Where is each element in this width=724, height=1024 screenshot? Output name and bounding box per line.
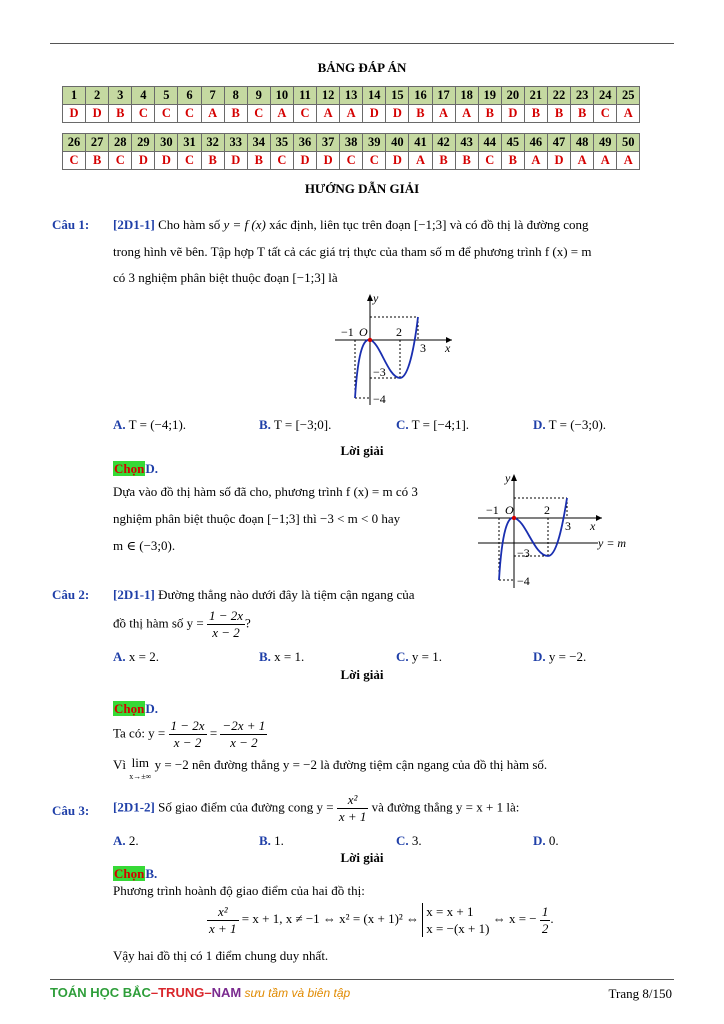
table1-number-1: 1 — [63, 87, 86, 105]
svg-text:−3: −3 — [517, 546, 530, 560]
table1-number-25: 25 — [617, 87, 640, 105]
q3-sol-line2: Vậy hai đồ thị có 1 điểm chung duy nhất. — [113, 948, 329, 963]
q2-fraction: $\frac{1 - 2x}{x - 2}$ — [209, 608, 244, 640]
table1-answer-16: B — [409, 105, 432, 123]
svg-text:−4: −4 — [517, 574, 530, 588]
q1-line3: có 3 nghiệm phân biệt thuộc đoạn [−1;3] là — [113, 270, 338, 285]
table2-number-13: 38 — [340, 134, 363, 152]
q2-line1: [2D1-1] Đường thẳng nào dưới đây là tiệm cận ngang của — [113, 587, 415, 602]
svg-text:y: y — [505, 471, 511, 485]
q1-sol-line3: m ∈ (−3;0). — [113, 538, 176, 553]
table2-answer-19: C — [478, 152, 501, 170]
table1-number-20: 20 — [501, 87, 524, 105]
table2-answer-9: B — [247, 152, 270, 170]
q3-label: Câu 3: — [52, 803, 90, 818]
table1-answer-15: D — [386, 105, 409, 123]
table1-answer-23: B — [571, 105, 594, 123]
svg-text:−4: −4 — [373, 392, 386, 406]
q2-sol-line2: Vì lim x→±∞ y = −2 nên đường thẳng y = −2 là đường tiệm cận ngang của đồ thị hàm số. — [113, 755, 548, 781]
table2-answer-7: B — [201, 152, 224, 170]
table1-number-19: 19 — [478, 87, 501, 105]
q3-option-a[interactable]: A. 2. — [113, 833, 139, 848]
q3-solution-title: Lời giải — [340, 850, 384, 865]
q1-tag: [2D1-1] — [113, 217, 155, 232]
table1-number-8: 8 — [224, 87, 247, 105]
q2-solution-title: Lời giải — [340, 667, 384, 682]
svg-text:y = m: y = m — [598, 536, 627, 550]
table2-answer-17: B — [432, 152, 455, 170]
q1-line2: trong hình vẽ bên. Tập hợp T tất cả các giá trị thực của tham số m để phương trình f (x) = m — [113, 244, 592, 259]
table1-answer-14: D — [363, 105, 386, 123]
q1-sol-line2: nghiệm phân biệt thuộc đoạn [−1;3] thì −3 < m < 0 hay — [113, 511, 401, 526]
table2-number-6: 31 — [178, 134, 201, 152]
q3-sol-line1: Phương trình hoành độ giao điểm của hai đồ thị: — [113, 883, 365, 898]
x-label: x — [445, 341, 451, 355]
table2-number-2: 27 — [86, 134, 109, 152]
table1-answer-8: B — [224, 105, 247, 123]
table2-number-1: 26 — [63, 134, 86, 152]
top-rule — [50, 43, 674, 44]
table1-answer-3: B — [109, 105, 132, 123]
table2-answer-2: B — [86, 152, 109, 170]
answer-table-title: BẢNG ĐÁP ÁN — [317, 60, 407, 75]
table2-answer-5: D — [155, 152, 178, 170]
q1-label: Câu 1: — [52, 217, 90, 232]
footer-brand: TOÁN HỌC BẮC–TRUNG–NAM sưu tầm và biên tập — [50, 985, 351, 1000]
table2-answer-14: C — [363, 152, 386, 170]
table2-number-8: 33 — [224, 134, 247, 152]
table1-number-16: 16 — [409, 87, 432, 105]
table2-answer-23: A — [571, 152, 594, 170]
svg-text:2: 2 — [544, 503, 550, 517]
table2-answer-25: A — [617, 152, 640, 170]
table1-answer-19: B — [478, 105, 501, 123]
table1-answer-7: A — [201, 105, 224, 123]
table2-answer-18: B — [455, 152, 478, 170]
q1-line1: [2D1-1] Cho hàm số y = f (x) xác định, liên tục trên đoạn [−1;3] và có đồ thị là đường cong — [113, 217, 589, 232]
table1-answer-24: C — [594, 105, 617, 123]
q1-solution-title: Lời giải — [340, 443, 384, 458]
table2-answer-4: D — [132, 152, 155, 170]
table2-answer-22: D — [547, 152, 570, 170]
table2-answer-15: D — [386, 152, 409, 170]
table2-number-11: 36 — [293, 134, 316, 152]
q2-option-b[interactable]: B. x = 1. — [259, 649, 305, 664]
table1-number-6: 6 — [178, 87, 201, 105]
table1-answer-22: B — [547, 105, 570, 123]
table2-answer-11: D — [293, 152, 316, 170]
table1-number-22: 22 — [547, 87, 570, 105]
table1-answer-18: A — [455, 105, 478, 123]
svg-text:O: O — [505, 503, 514, 517]
q1-option-a[interactable]: A. T = (−4;1). — [113, 417, 187, 432]
table2-number-21: 46 — [524, 134, 547, 152]
table1-number-15: 15 — [386, 87, 409, 105]
table2-answer-21: A — [524, 152, 547, 170]
q3-chosen: ChọnB. — [114, 866, 158, 881]
svg-text:x: x — [590, 519, 596, 533]
table2-answer-16: A — [409, 152, 432, 170]
table1-number-9: 9 — [247, 87, 270, 105]
svg-text:3: 3 — [565, 519, 571, 533]
table1-answer-17: A — [432, 105, 455, 123]
answer-table-2 — [62, 133, 640, 170]
svg-text:O: O — [359, 325, 368, 339]
table1-number-14: 14 — [363, 87, 386, 105]
svg-text:−1: −1 — [341, 325, 354, 339]
table1-number-12: 12 — [317, 87, 340, 105]
q2-option-a[interactable]: A. x = 2. — [113, 649, 159, 664]
table2-answer-6: C — [178, 152, 201, 170]
table2-number-22: 47 — [547, 134, 570, 152]
q3-option-d[interactable]: D. 0. — [533, 833, 559, 848]
table2-answer-8: D — [224, 152, 247, 170]
table1-number-11: 11 — [293, 87, 316, 105]
table1-number-24: 24 — [594, 87, 617, 105]
table2-answer-20: B — [501, 152, 524, 170]
table2-number-4: 29 — [132, 134, 155, 152]
table2-answer-12: D — [317, 152, 340, 170]
table2-number-23: 48 — [571, 134, 594, 152]
table2-answer-1: C — [63, 152, 86, 170]
q2-line2: đồ thị hàm số y = $\frac{1 - 2x}{x - 2}$ ? — [113, 608, 251, 640]
q2-label: Câu 2: — [52, 587, 90, 602]
q3-line1: [2D1-2] Số giao điểm của đường cong y = $\frac{\text{x²}}{x + 1}$ và đường thẳng y = x + 1 là: — [113, 792, 520, 824]
table1-number-21: 21 — [524, 87, 547, 105]
table2-number-14: 39 — [363, 134, 386, 152]
q2-sol-line1: Ta có: y = $\frac{1 - 2x}{x - 2}$ = $\frac{-2x + 1}{x - 2}$ — [113, 718, 266, 750]
table2-number-19: 44 — [478, 134, 501, 152]
q3-equation: $\frac{\text{x²}}{x + 1}$ = x + 1, x ≠ −1 ⇔ x² = (x + 1)² ⇔ x = x + 1 x = −(x + 1) ⇔ x = − $\frac{1}{2}$ . — [209, 903, 554, 936]
table1-number-13: 13 — [340, 87, 363, 105]
table2-number-20: 45 — [501, 134, 524, 152]
q1-option-c[interactable]: C. T = [−4;1]. — [396, 417, 470, 432]
table1-answer-9: C — [247, 105, 270, 123]
table2-number-10: 35 — [270, 134, 293, 152]
table1-answer-1: D — [63, 105, 86, 123]
table1-answer-13: A — [340, 105, 363, 123]
page-number: Trang 8/150 — [608, 986, 672, 1001]
table1-answer-10: A — [270, 105, 293, 123]
table1-answer-21: B — [524, 105, 547, 123]
y-label: y — [373, 291, 379, 305]
q1-chosen: ChọnD. — [114, 461, 158, 476]
table1-number-5: 5 — [155, 87, 178, 105]
q1-sol-line1: Dựa vào đồ thị hàm số đã cho, phương trình f (x) = m có 3 — [113, 484, 418, 499]
table1-number-17: 17 — [432, 87, 455, 105]
q1-option-d[interactable]: D. T = (−3;0). — [533, 417, 607, 432]
svg-text:−1: −1 — [486, 503, 499, 517]
table1-answer-20: D — [501, 105, 524, 123]
table1-number-7: 7 — [201, 87, 224, 105]
q1-option-b[interactable]: B. T = [−3;0]. — [259, 417, 332, 432]
table2-number-25: 50 — [617, 134, 640, 152]
table1-number-10: 10 — [270, 87, 293, 105]
table2-answer-24: A — [594, 152, 617, 170]
table2-answer-10: C — [270, 152, 293, 170]
table1-number-18: 18 — [455, 87, 478, 105]
table2-number-12: 37 — [317, 134, 340, 152]
table2-number-18: 43 — [455, 134, 478, 152]
table2-number-24: 49 — [594, 134, 617, 152]
table1-number-23: 23 — [571, 87, 594, 105]
table2-answer-3: C — [109, 152, 132, 170]
q3-option-c[interactable]: C. 3. — [396, 833, 422, 848]
table1-number-3: 3 — [109, 87, 132, 105]
table1-number-4: 4 — [132, 87, 155, 105]
table1-answer-11: C — [293, 105, 316, 123]
table1-answer-6: C — [178, 105, 201, 123]
table2-number-16: 41 — [409, 134, 432, 152]
table2-number-7: 32 — [201, 134, 224, 152]
guide-title: HƯỚNG DẪN GIẢI — [304, 181, 420, 196]
table1-answer-5: C — [155, 105, 178, 123]
bottom-rule — [50, 979, 674, 980]
table2-number-9: 34 — [247, 134, 270, 152]
table1-answer-12: A — [317, 105, 340, 123]
q2-chosen: ChọnD. — [114, 701, 158, 716]
q3-option-b[interactable]: B. 1. — [259, 833, 284, 848]
table1-answer-2: D — [86, 105, 109, 123]
table2-number-17: 42 — [432, 134, 455, 152]
table1-answer-4: C — [132, 105, 155, 123]
table2-answer-13: C — [340, 152, 363, 170]
svg-text:3: 3 — [420, 341, 426, 355]
table1-number-2: 2 — [86, 87, 109, 105]
table1-answer-25: A — [617, 105, 640, 123]
table2-number-3: 28 — [109, 134, 132, 152]
svg-text:2: 2 — [396, 325, 402, 339]
table2-number-15: 40 — [386, 134, 409, 152]
answer-table-1 — [62, 86, 640, 123]
table2-number-5: 30 — [155, 134, 178, 152]
svg-text:−3: −3 — [373, 365, 386, 379]
q1-graph — [330, 290, 460, 410]
q2-option-d[interactable]: D. y = −2. — [533, 649, 587, 664]
q1-solution-graph — [474, 470, 664, 592]
q2-option-c[interactable]: C. y = 1. — [396, 649, 442, 664]
